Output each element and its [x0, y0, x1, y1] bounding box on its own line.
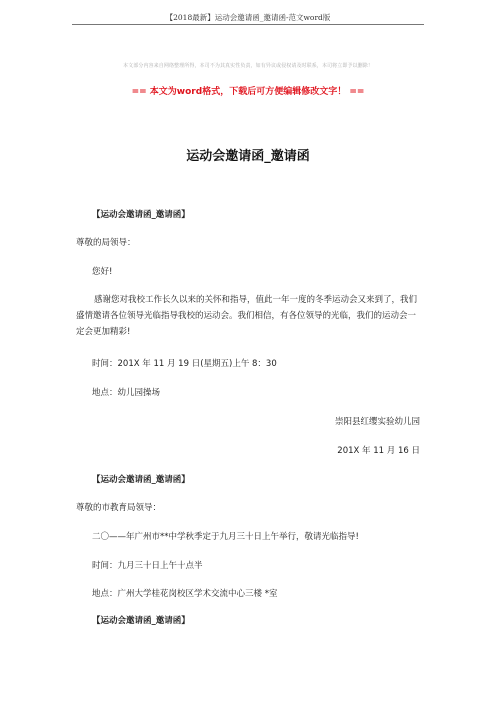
section-heading: 【运动会邀请函_邀请函】 [92, 210, 190, 220]
greeting: 您好! [92, 267, 113, 277]
event-time: 时间：201X 年 11 月 19 日(星期五)上午 8：30 [92, 359, 277, 369]
document-title: 运动会邀请函_邀请函 [186, 149, 310, 164]
event-location: 地点：广州大学桂花岗校区学术交流中心三楼 *室 [92, 589, 278, 599]
salutation: 尊敬的局领导： [76, 238, 136, 248]
salutation: 尊敬的市教育局领导： [76, 503, 162, 513]
signature-organization: 崇阳县红缨实验幼儿园 [334, 417, 420, 427]
page-header-title: 【2018最新】运动会邀请函_邀请函-范文word版 [165, 13, 331, 22]
event-time: 时间：九月三十日上午十点半 [92, 561, 203, 571]
header-divider [72, 24, 424, 25]
section-heading: 【运动会邀请函_邀请函】 [92, 475, 190, 485]
word-format-banner: == 本文为word格式，下载后可方便编辑修改文字！ == [131, 87, 365, 97]
section-heading: 【运动会邀请函_邀请函】 [92, 616, 190, 626]
event-location: 地点：幼儿园操场 [92, 388, 161, 398]
invitation-paragraph: 二〇——年广州市**中学秋季定于九月三十日上午举行，敬请光临指导! [92, 532, 359, 542]
signature-date: 201X 年 11 月 16 日 [337, 446, 420, 456]
invitation-paragraph: 感谢您对我校工作长久以来的关怀和指导，值此一年一度的冬季运动会又来到了，我们盛情邀请各位领导光临指导我校的运动会。我们相信，有各位领导的光临，我们的运动会一定会更加精彩! [76, 295, 418, 337]
disclaimer-text: 本文部分内容来自网络整理所得，本司不为其真实性负责，如有异议或侵权请及时联系，本司将立即予以删除！ [123, 63, 373, 69]
